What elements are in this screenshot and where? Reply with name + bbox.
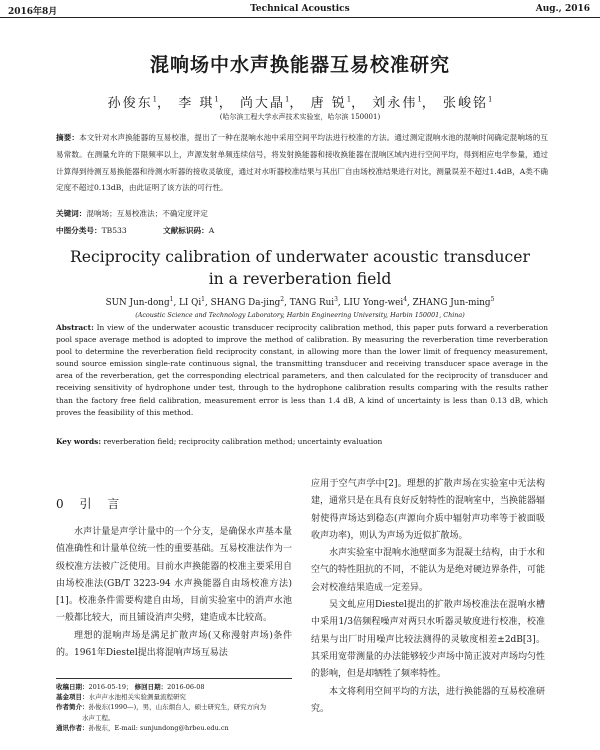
title-en-line1: Reciprocity calibration of underwater acoustic transducer (70, 248, 530, 266)
author-sup: 1 (201, 296, 205, 303)
author-sup: 1 (417, 95, 422, 104)
author-sup: 1 (152, 95, 158, 104)
doc-code-label: 文献标识码： (163, 226, 209, 235)
author-en: LIU Yong-wei (343, 297, 404, 308)
author-bio-cont: 水声工程。 (82, 713, 115, 722)
footnote-corresponding (56, 723, 296, 733)
header-date: 2016年8月 (8, 7, 58, 17)
section-number: 0 (56, 497, 70, 511)
authors-cn: 孙俊东$^1$， 李 琪$^1$， 尚大晶$^1$， 唐 锐$^1$， 刘永伟$^1$， 张峻铭$^1$ (107, 95, 493, 111)
footnotes (56, 682, 296, 733)
section-heading (56, 495, 125, 512)
keywords-en-text: reverberation field; reciprocity calibration method; uncertainty evaluation (103, 437, 383, 446)
paragraph: 吴文虬应用Diestel提出的扩散声场校准法在混响水槽中采用1/3倍频程噪声对两只水听器灵敏度进行校准，校准结果与出厂时用噪声比较法测得的灵敏度相差±2dB[3]。其采用宽带测量的办法能够较少声场中简正波对声场均匀性的影响，但是却牺牲了频率特性。 (311, 600, 546, 680)
author-sup: 2 (280, 296, 285, 303)
author-cn: 唐 锐 (310, 96, 347, 111)
author-cn: 张峻铭 (442, 96, 488, 111)
abstract-cn (56, 130, 548, 197)
footnote-fund (56, 692, 296, 702)
author-en: SUN Jun-dong (105, 297, 170, 308)
author-sup: 1 (169, 296, 174, 303)
corr-label: 通讯作者： (56, 723, 89, 732)
authors-en: SUN Jun-dong$^1$, LI Qi$^1$, SHANG Da-jing$^2$, TANG Rui$^3$, LIU Yong-wei$^4$, ZHANG Jun-ming$^5$ (105, 296, 495, 308)
author-sup: 1 (346, 95, 352, 104)
keywords-en-label: Key words: (56, 437, 102, 446)
running-header (0, 4, 600, 18)
author-sup: 4 (403, 296, 408, 303)
clc-label: 中图分类号： (56, 226, 102, 235)
received-label: 收稿日期： (56, 683, 89, 691)
author-sup: 1 (487, 95, 493, 104)
footnote-rule (56, 678, 292, 679)
affiliation-cn: (哈尔滨工程大学水声技术实验室，哈尔滨 150001) (219, 113, 381, 121)
affiliation-en: (Acoustic Science and Technology Laboratory, Harbin Engineering University, Harbin 150001, China) (135, 311, 465, 319)
title-en (60, 246, 540, 290)
abstract-en (56, 322, 548, 419)
doc-code-value: A (208, 226, 215, 235)
revised-date: 2016-06-08 (167, 683, 205, 691)
header-rule (0, 17, 600, 18)
header-journal: Technical Acoustics (250, 4, 350, 14)
keywords-en (56, 437, 548, 446)
received-date: 2016-05-19； (88, 683, 133, 691)
paragraph: 水声实验室中混响水池壁面多为混凝土结构，由于水和空气的特性阻抗的不同，不能认为是绝对硬边界条件，可能会对校准结果造成一定差异。 (311, 548, 546, 593)
title-cn: 混响场中水声换能器互易校准研究 (149, 54, 450, 76)
abstract-en-label: Abstract: (56, 323, 94, 332)
author-cn: 尚大晶 (239, 96, 285, 111)
fund-label: 基金项目： (56, 693, 89, 702)
keywords-cn-label: 关键词： (56, 209, 87, 218)
keywords-cn (56, 208, 548, 219)
author-bio-text: 孙俊东(1990—)，男，山东烟台人，硕士研究生，研究方向为 (88, 703, 267, 712)
author-en: TANG Rui (289, 297, 335, 308)
keywords-cn-text: 混响场；互易校准法；不确定度评定 (86, 209, 208, 218)
author-sup: 1 (284, 95, 290, 104)
body-right-column (311, 476, 545, 718)
author-sup: 1 (214, 95, 219, 104)
title-en-line2: in a reverberation field (208, 270, 392, 288)
footnote-dates (56, 682, 296, 692)
footnote-author (56, 702, 296, 712)
body-left-column (56, 524, 292, 662)
paragraph: 理想的混响声场是满足扩散声场(又称漫射声场)条件的。1961年Diestel提出将混响声场互易法 (56, 630, 292, 659)
author-cn: 刘永伟 (372, 96, 418, 111)
author-cn: 孙俊东 (107, 96, 153, 111)
section-title: 引 言 (79, 497, 126, 511)
abstract-cn-label: 摘要： (56, 133, 80, 142)
author-cn: 李 琪 (178, 96, 215, 111)
author-sup: 5 (490, 296, 495, 303)
paragraph: 本文将利用空间平均的方法，进行换能器的互易校准研究。 (311, 686, 546, 714)
revised-label: 修回日期： (134, 683, 168, 691)
author-en: SHANG Da-jing (210, 297, 281, 308)
abstract-en-text: In view of the underwater acoustic transducer reciprocity calibration method, this paper puts forward a reverberation pool space average method is adopted to improve the method of calibration. By measuring the reverberation time reverberation pool to determine the reverberation field reciprocity constant, in allowing more than the lower limit of frequency measurement, sound source emission single-rate continuous signal, the transmitting transducer and receiving transducer space average in the area of the reverberation, get the corresponding electrical parameters, and then calculated for the reciprocity of transducer and receiving sensitivity of hydrophone under test, through to the hydrophone calibration results comparing with the results rather than the factory free field calibration, measurement error is less than 1.4 dB, A kind of uncertainty is less than 0.13 dB, which proves the feasibility of this method. (56, 323, 548, 417)
paragraph: 水声计量是声学计量中的一个分支，是确保水声基本量值准确性和计量单位统一性的重要基础。互易校准法作为一级校准方法被广泛使用。目前水声换能器的校准主要采用自由场校准法(GB/T 3223-94 水声换能器自由场校准方法)[1]。校准条件需要构建自由场，目前实验室中的消声水池一般都比较大，而且铺设消声尖劈，建造成本比较高。 (56, 527, 292, 624)
author-en: ZHANG Jun-ming (412, 297, 491, 308)
abstract-cn-text: 本文针对水声换能器的互易校准，提出了一种在混响水池中采用空间平均法进行校准的方法。通过测定混响水池的混响时间确定混响场的互易常数。在测量允许的下限频率以上，声源发射单频连续信号，将发射换能器和接收换能器在混响区域内进行空间平均，得到相应电学参量，通过计算得到待测互易换能器和待测水听器的接收灵敏度，通过对水听器校准结果与其出厂自由场校准结果进行对比，测量误差不超过1.4dB，A类不确定度不超过0.13dB，由此证明了该方法的可行性。 (56, 133, 549, 193)
author-sup: 3 (334, 296, 338, 303)
paragraph-continued: 应用于空气声学中[2]。理想的扩散声场在实验室中无法构建，通常只是在具有良好反射特性的混响室中，当换能器辐射使得声场达到稳态(声源向介质中辐射声功率等于被面吸收声功率)，则认为声场为近似扩散场。 (311, 479, 546, 541)
author-bio-label: 作者简介： (56, 703, 89, 712)
classification-cn (56, 225, 548, 236)
corr-text: 孙俊东，E-mail: sunjundong@hrbeu.edu.cn (88, 723, 229, 732)
fund-text: 水声声水池相关实验测量流程研究 (88, 693, 186, 702)
clc-value: TB533 (101, 226, 127, 235)
author-en: LI Qi (179, 297, 202, 308)
header-date-en: Aug., 2016 (535, 4, 590, 14)
